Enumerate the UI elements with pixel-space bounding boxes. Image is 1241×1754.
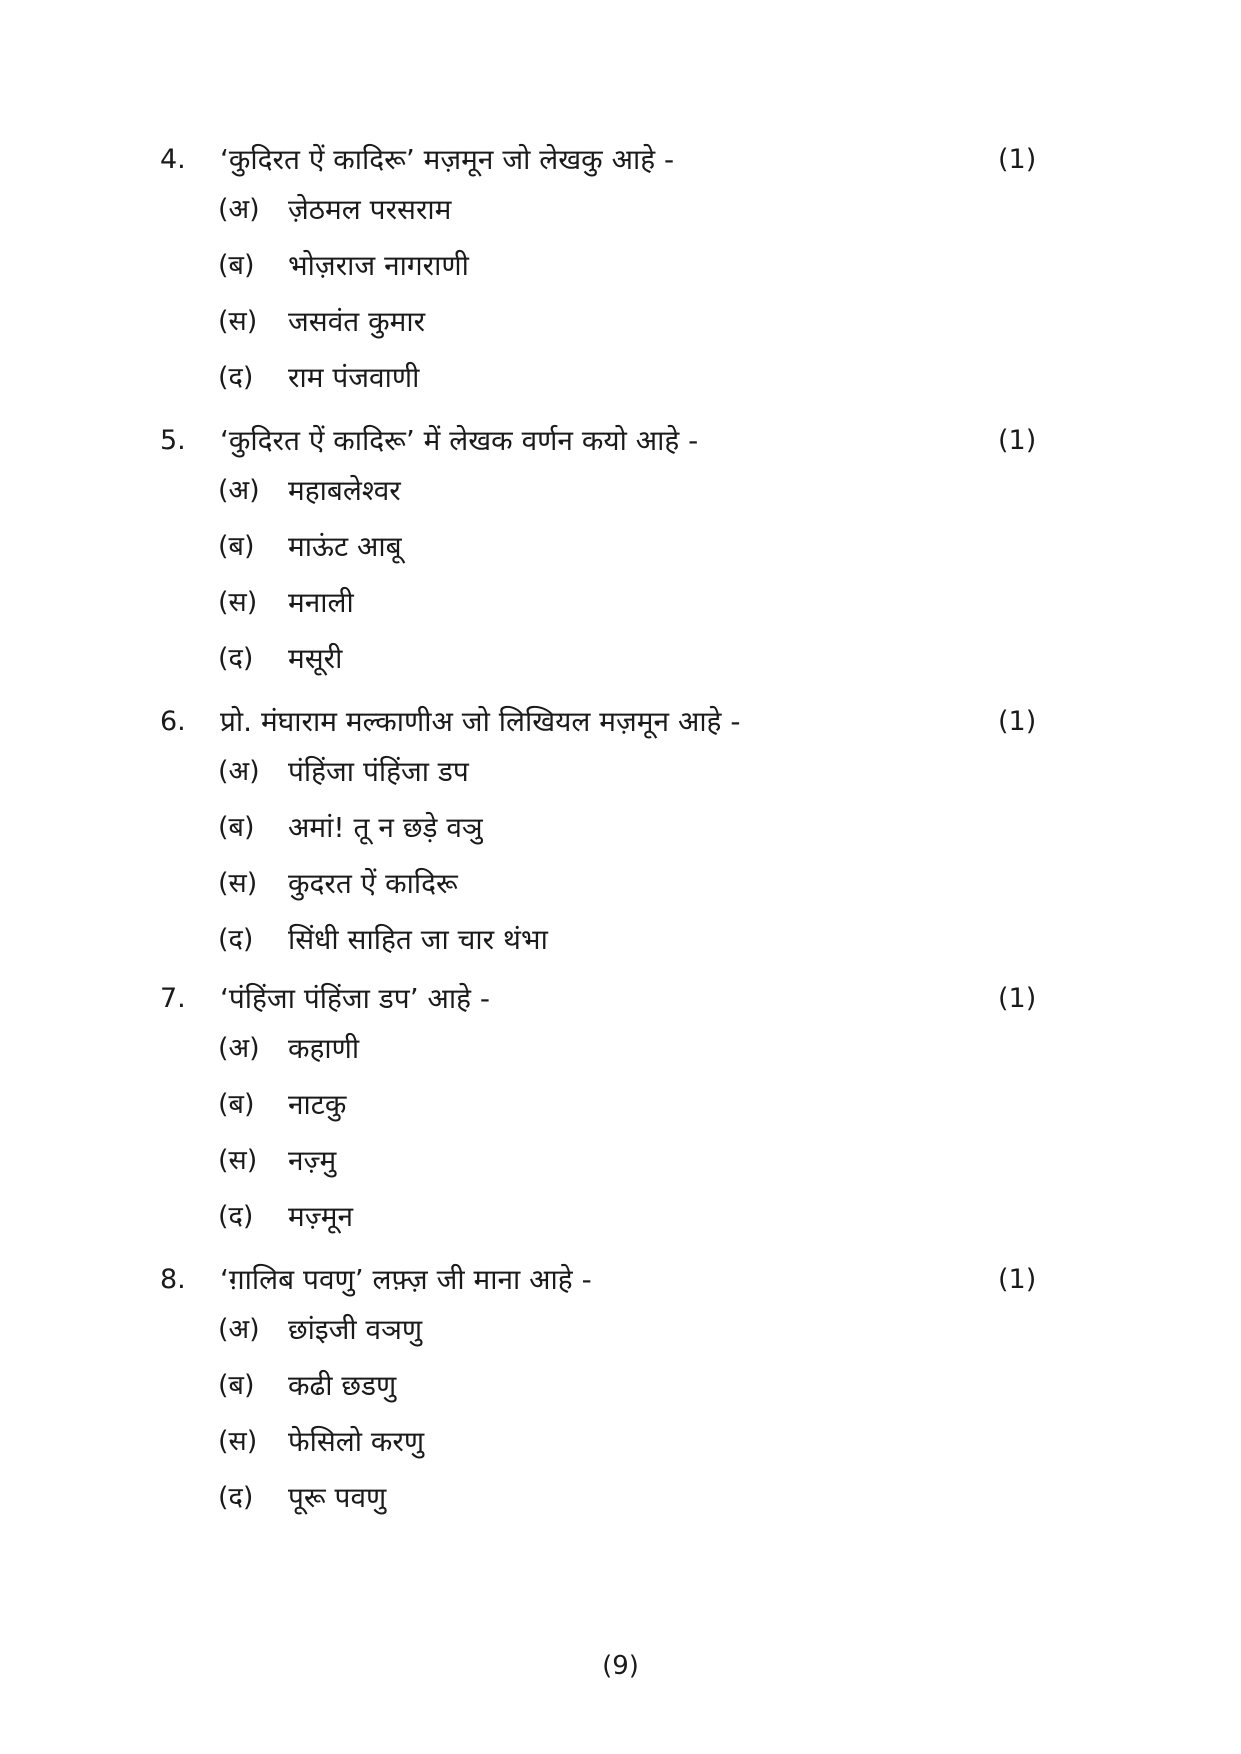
question-line: [0, 138, 1241, 188]
question-text: ‘कुदिरत ऐं कादिरू’ में लेखक वर्णन कयो आहे -: [220, 424, 699, 457]
option-label: (द): [218, 362, 254, 393]
option-label: (ब): [218, 531, 255, 562]
option-a: [0, 750, 1241, 806]
option-text: कुदरत ऐं कादिरू: [288, 867, 458, 900]
option-d: [0, 1476, 1241, 1532]
option-c: [0, 1420, 1241, 1476]
option-label: (स): [218, 587, 258, 618]
page-number: (9): [602, 1651, 639, 1681]
option-label: (स): [218, 1426, 258, 1457]
option-label: (ब): [218, 812, 255, 843]
question-7: [0, 977, 1241, 1251]
option-text: नज़्मु: [288, 1144, 337, 1177]
question-number: 8.: [160, 1264, 186, 1295]
question-line: [0, 419, 1241, 469]
question-8: [0, 1258, 1241, 1532]
option-b: [0, 525, 1241, 581]
option-label: (ब): [218, 250, 255, 281]
option-a: [0, 469, 1241, 525]
option-text: छांइजी वञणु: [288, 1313, 423, 1346]
question-4: [0, 138, 1241, 412]
option-text: ज़ेठमल परसराम: [288, 193, 452, 226]
option-b: [0, 1364, 1241, 1420]
option-label: (अ): [218, 1033, 260, 1064]
option-label: (ब): [218, 1370, 255, 1401]
option-text: माऊंट आबू: [288, 530, 402, 563]
option-label: (द): [218, 1201, 254, 1232]
option-text: मज़्मून: [288, 1200, 354, 1233]
question-line: [0, 700, 1241, 750]
question-marks: (1): [998, 1264, 1037, 1295]
question-number: 6.: [160, 706, 186, 737]
option-c: [0, 1139, 1241, 1195]
option-text: सिंधी साहित जा चार थंभा: [288, 923, 548, 956]
option-c: [0, 581, 1241, 637]
option-text: राम पंजवाणी: [288, 361, 420, 394]
question-6: [0, 700, 1241, 974]
option-label: (द): [218, 643, 254, 674]
option-a: [0, 1027, 1241, 1083]
option-d: [0, 356, 1241, 412]
option-a: [0, 1308, 1241, 1364]
question-text: ‘ग़ालिब पवणु’ लफ़्ज़ जी माना आहे -: [220, 1263, 592, 1296]
option-text: भोज़राज नागराणी: [288, 249, 469, 282]
option-c: [0, 300, 1241, 356]
question-marks: (1): [998, 144, 1037, 175]
option-text: कढी छडणु: [288, 1369, 397, 1402]
question-marks: (1): [998, 425, 1037, 456]
option-text: पूरू पवणु: [288, 1481, 387, 1514]
option-b: [0, 244, 1241, 300]
option-d: [0, 637, 1241, 693]
option-c: [0, 862, 1241, 918]
option-label: (स): [218, 868, 258, 899]
option-label: (अ): [218, 1314, 260, 1345]
option-b: [0, 806, 1241, 862]
question-number: 5.: [160, 425, 186, 456]
question-text: ‘पंहिंजा पंहिंजा डप’ आहे -: [220, 982, 490, 1015]
option-d: [0, 1195, 1241, 1251]
question-text: ‘कुदिरत ऐं कादिरू’ मज़मून जो लेखकु आहे -: [220, 143, 675, 176]
question-number: 4.: [160, 144, 186, 175]
question-number: 7.: [160, 983, 186, 1014]
option-text: महाबलेश्वर: [288, 474, 401, 507]
option-label: (ब): [218, 1089, 255, 1120]
question-text: प्रो. मंघाराम मल्काणीअ जो लिखियल मज़मून आहे -: [220, 705, 741, 738]
option-label: (द): [218, 924, 254, 955]
option-label: (द): [218, 1482, 254, 1513]
option-text: कहाणी: [288, 1032, 360, 1065]
option-b: [0, 1083, 1241, 1139]
option-d: [0, 918, 1241, 974]
option-text: फेसिलो करणु: [288, 1425, 425, 1458]
question-marks: (1): [998, 983, 1037, 1014]
option-text: अमां! तू न छड़े वञु: [288, 811, 483, 844]
option-text: मनाली: [288, 586, 354, 619]
option-label: (स): [218, 306, 258, 337]
option-label: (स): [218, 1145, 258, 1176]
question-line: [0, 1258, 1241, 1308]
option-text: नाटकु: [288, 1088, 347, 1121]
question-line: [0, 977, 1241, 1027]
question-marks: (1): [998, 706, 1037, 737]
question-5: [0, 419, 1241, 693]
option-label: (अ): [218, 194, 260, 225]
option-label: (अ): [218, 475, 260, 506]
option-label: (अ): [218, 756, 260, 787]
option-a: [0, 188, 1241, 244]
option-text: जसवंत कुमार: [288, 305, 426, 338]
option-text: पंहिंजा पंहिंजा डप: [288, 755, 469, 788]
option-text: मसूरी: [288, 642, 343, 675]
